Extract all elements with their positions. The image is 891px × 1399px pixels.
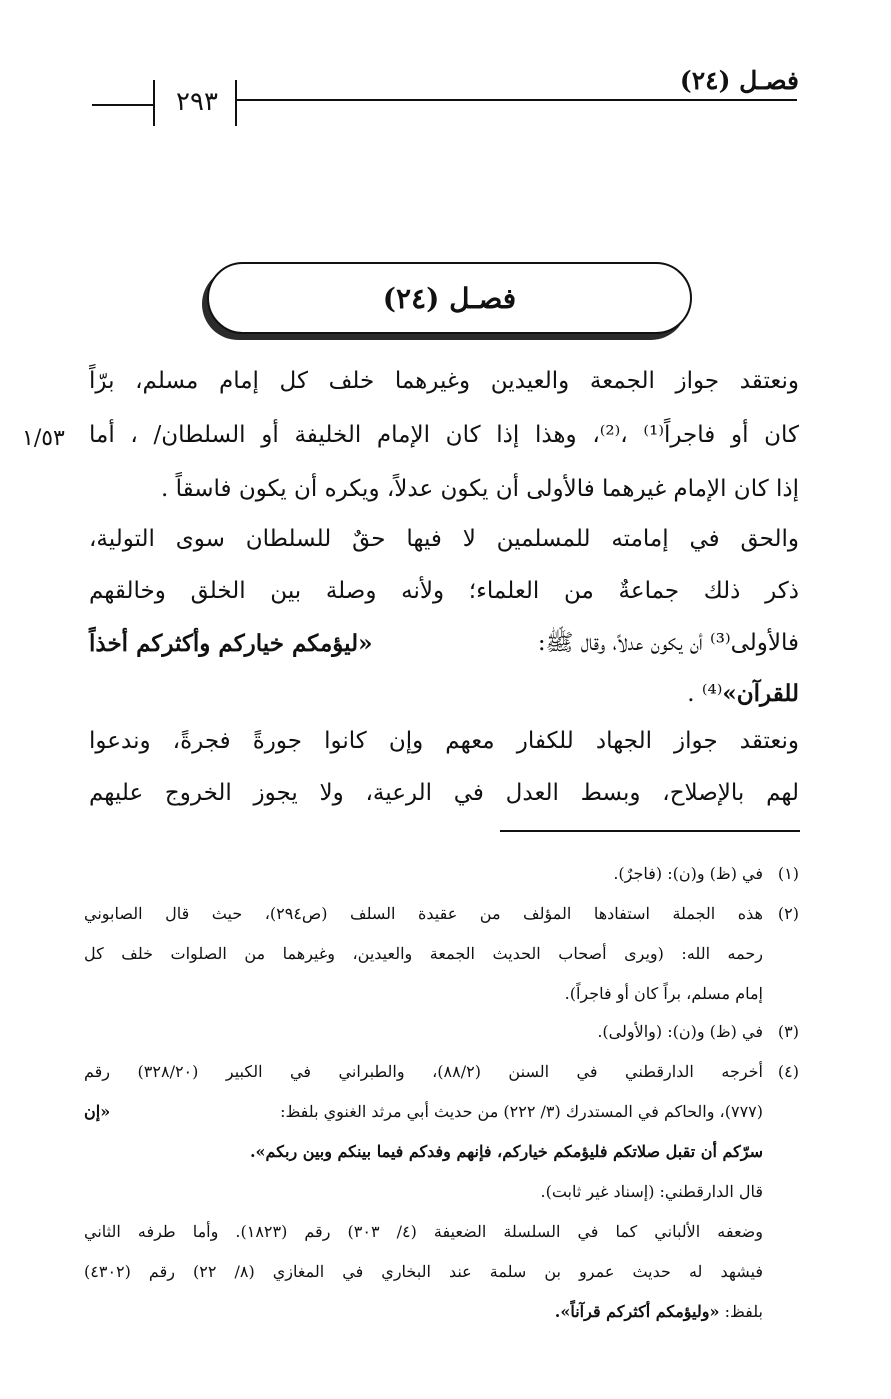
header-rule <box>236 99 797 101</box>
body-line: ونعتقد جواز الجهاد للكفار معهم وإن كانوا جورةً فجرةً، وندعوا <box>89 728 799 754</box>
body-line <box>89 630 799 658</box>
footnote-hadith-line: سرّكم أن تقبل صلاتكم فليؤمكم خياركم، فإنهم وفدكم فيما بينكم وبين ربكم». <box>249 1142 763 1161</box>
hadith-quote: «إن <box>84 1102 111 1121</box>
footnote-line: في (ظ) و(ن): (والأولى). <box>597 1022 763 1041</box>
body-line <box>89 680 799 709</box>
body-line: كان أو فاجراً⁽¹⁾ ،⁽²⁾، وهذا إذا كان الإمام الخليفة أو السلطان/ ، أما <box>89 422 799 448</box>
footnote-separator <box>500 830 800 832</box>
body-line: إذا كان الإمام غيرهما فالأولى أن يكون عدلاً، ويكره أن يكون فاسقاً . <box>160 476 799 502</box>
footnote-line: فيشهد له حديث عمرو بن سلمة عند البخاري في المغازي (٨/ ٢٢) رقم (٤٣٠٢) <box>84 1262 763 1281</box>
footnote-line: أخرجه الدارقطني في السنن (٨٨/٢)، والطبراني في الكبير (٣٢٨/٢٠) رقم <box>84 1062 764 1081</box>
hadith-quote: «وليؤمكم أكثركم قرآناً». <box>554 1302 720 1321</box>
body-line: ونعتقد جواز الجمعة والعيدين وغيرهما خلف كل إمام مسلم، برّاً <box>89 368 799 394</box>
footnote-number: (١) <box>777 864 799 883</box>
footnote-line-text: (٧٧٧)، والحاكم في المستدرك (٣/ ٢٢٢) من حديث أبي مرثد الغنوي بلفظ: <box>280 1102 763 1121</box>
section-title: فصـل (٢٤) <box>382 281 517 315</box>
footnote-line: في (ظ) و(ن): (فاجرٌ). <box>613 864 763 883</box>
body-line: لهم بالإصلاح، وبسط العدل في الرعية، ولا يجوز الخروج عليهم <box>89 780 799 806</box>
footnote-marker: ⁽⁴⁾ . <box>687 681 723 707</box>
footnote-line: قال الدارقطني: (إسناد غير ثابت). <box>540 1182 763 1201</box>
footnote-number: (٢) <box>777 904 799 923</box>
page-number-bar-left <box>153 80 155 126</box>
manuscript-margin-reference: ١/٥٣ <box>22 426 65 451</box>
body-line: والحق في إمامته للمسلمين لا فيها حقٌ للسلطان سوى التولية، <box>89 526 799 552</box>
footnote-line: هذه الجملة استفادها المؤلف من عقيدة السلف (ص٢٩٤)، حيث قال الصابوني <box>84 904 763 923</box>
footnote-number: (٣) <box>777 1022 799 1041</box>
footnote-line-text: بلفظ: <box>724 1302 763 1321</box>
body-line-text: فالأولى⁽³⁾ أن يكون عدلاً، وقال ﷺ: <box>537 630 799 656</box>
section-title-banner <box>207 262 692 334</box>
hadith-quote-end: للقرآن» <box>722 680 799 707</box>
running-header-title: فصـل (٢٤) <box>679 66 799 95</box>
footnote-line <box>84 1302 763 1321</box>
hadith-quote: «ليؤمكم خياركم وأكثركم أخذاً <box>89 630 373 657</box>
header-rule-left <box>92 104 154 106</box>
footnote-number: (٤) <box>777 1062 799 1081</box>
footnote-line: رحمه الله: (ويرى أصحاب الحديث الجمعة والعيدين، وغيرهما من الصلوات خلف كل <box>84 944 763 963</box>
footnote-line <box>84 1102 763 1121</box>
body-line: ذكر ذلك جماعةٌ من العلماء؛ ولأنه وصلة بين الخلق وخالقهم <box>89 578 799 604</box>
footnote-line: وضعفه الألباني كما في السلسلة الضعيفة (٤/ ٣٠٣) رقم (١٨٢٣). وأما طرفه الثاني <box>84 1222 763 1241</box>
footnote-line: إمام مسلم، براً كان أو فاجراً). <box>564 984 763 1003</box>
page-number: ٢٩٣ <box>176 87 218 117</box>
